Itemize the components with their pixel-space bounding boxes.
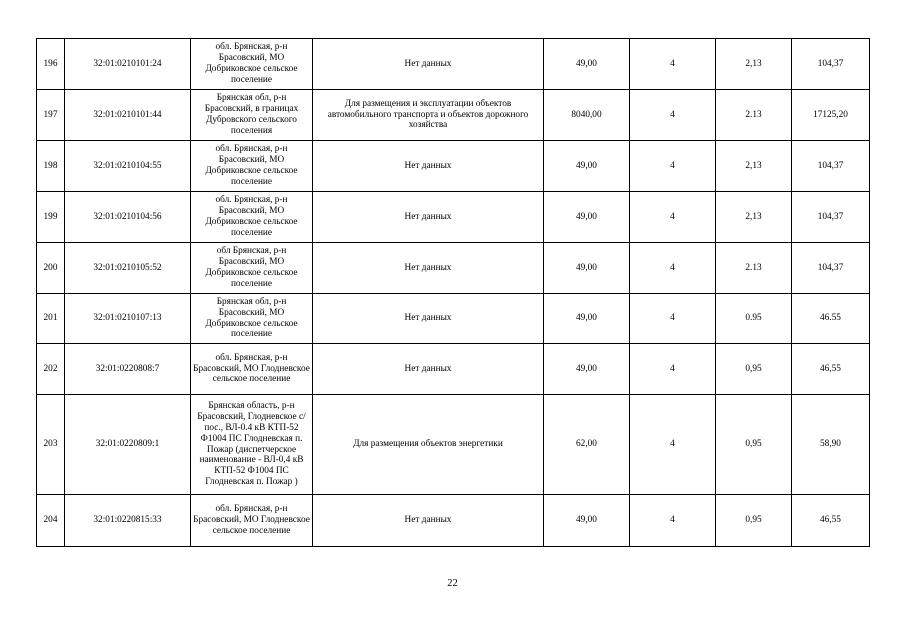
amount-cell: 104,37 [792,39,870,90]
amount-cell: 46,55 [792,495,870,547]
coefficient-cell: 4 [630,243,716,294]
cadastral-number-cell: 32:01:0210107:13 [65,294,191,344]
row-number-cell: 198 [37,141,65,192]
coefficient-cell: 4 [630,344,716,395]
table-row [37,495,870,547]
address-cell: обл. Брянская, р-н Брасовский, МО Глодневское сельское поселение [191,344,313,395]
cadastral-number-cell: 32:01:0210101:44 [65,90,191,141]
area-cell: 49,00 [544,243,630,294]
permitted-use-cell: Нет данных [313,39,544,90]
rate-cell: 0,95 [716,344,792,395]
address-cell: Брянская обл, р-н Брасовский, МО Добриковское сельское поселение [191,294,313,344]
row-number-cell: 200 [37,243,65,294]
amount-cell: 104,37 [792,243,870,294]
amount-cell: 58,90 [792,395,870,495]
row-number-cell: 197 [37,90,65,141]
coefficient-cell: 4 [630,141,716,192]
table-row [37,344,870,395]
coefficient-cell: 4 [630,192,716,243]
area-cell: 49,00 [544,344,630,395]
rate-cell: 0,95 [716,395,792,495]
cadastral-number-cell: 32:01:0210105:52 [65,243,191,294]
address-cell: обл. Брянская, р-н Брасовский, МО Глодневское сельское поселение [191,495,313,547]
permitted-use-cell: Нет данных [313,495,544,547]
permitted-use-cell: Нет данных [313,192,544,243]
permitted-use-cell: Нет данных [313,344,544,395]
rate-cell: 2,13 [716,141,792,192]
rate-cell: 2.13 [716,243,792,294]
table-body [37,39,870,547]
coefficient-cell: 4 [630,90,716,141]
table-row [37,141,870,192]
page-number: 22 [447,578,458,589]
permitted-use-cell: Для размещения и эксплуатации объектов автомобильного транспорта и объектов дорожного хозяйства [313,90,544,141]
permitted-use-cell: Нет данных [313,294,544,344]
area-cell: 49,00 [544,141,630,192]
rate-cell: 0.95 [716,294,792,344]
rate-cell: 2,13 [716,39,792,90]
row-number-cell: 201 [37,294,65,344]
land-plots-table [36,38,870,547]
amount-cell: 46.55 [792,294,870,344]
area-cell: 49,00 [544,294,630,344]
cadastral-number-cell: 32:01:0220815:33 [65,495,191,547]
row-number-cell: 202 [37,344,65,395]
amount-cell: 46,55 [792,344,870,395]
address-cell: обл. Брянская, р-н Брасовский, МО Добриковское сельское поселение [191,39,313,90]
address-cell: обл Брянская, р-н Брасовский, МО Добриковское сельское поселение [191,243,313,294]
coefficient-cell: 4 [630,395,716,495]
row-number-cell: 199 [37,192,65,243]
cadastral-number-cell: 32:01:0210104:56 [65,192,191,243]
table-row [37,39,870,90]
amount-cell: 17125,20 [792,90,870,141]
permitted-use-cell: Для размещения объектов энергетики [313,395,544,495]
rate-cell: 2,13 [716,192,792,243]
cadastral-number-cell: 32:01:0210104:55 [65,141,191,192]
table-row [37,192,870,243]
cadastral-number-cell: 32:01:0220809:1 [65,395,191,495]
area-cell: 8040,00 [544,90,630,141]
row-number-cell: 203 [37,395,65,495]
address-cell: Брянская обл, р-н Брасовский, в границах Дубровского сельского поселения [191,90,313,141]
area-cell: 49,00 [544,39,630,90]
coefficient-cell: 4 [630,39,716,90]
row-number-cell: 196 [37,39,65,90]
rate-cell: 0,95 [716,495,792,547]
address-cell: обл. Брянская, р-н Брасовский, МО Добриковское сельское поселение [191,192,313,243]
table-row [37,395,870,495]
amount-cell: 104,37 [792,141,870,192]
row-number-cell: 204 [37,495,65,547]
address-cell: обл. Брянская, р-н Брасовский, МО Добриковское сельское поселение [191,141,313,192]
permitted-use-cell: Нет данных [313,243,544,294]
coefficient-cell: 4 [630,495,716,547]
table-row [37,243,870,294]
permitted-use-cell: Нет данных [313,141,544,192]
coefficient-cell: 4 [630,294,716,344]
rate-cell: 2.13 [716,90,792,141]
cadastral-number-cell: 32:01:0220808:7 [65,344,191,395]
area-cell: 49,00 [544,192,630,243]
table-row [37,294,870,344]
cadastral-number-cell: 32:01:0210101:24 [65,39,191,90]
area-cell: 49,00 [544,495,630,547]
address-cell: Брянская область, р-н Брасовский, Глодневское с/пос., ВЛ-0.4 кВ КТП-52 Ф1004 ПС Глодневская п. Пожар (диспетчерское наименование - ВЛ-0,4 кВ КТП-52 Ф1004 ПС Глодневская п. Пожар ) [191,395,313,495]
area-cell: 62,00 [544,395,630,495]
amount-cell: 104,37 [792,192,870,243]
table-row [37,90,870,141]
